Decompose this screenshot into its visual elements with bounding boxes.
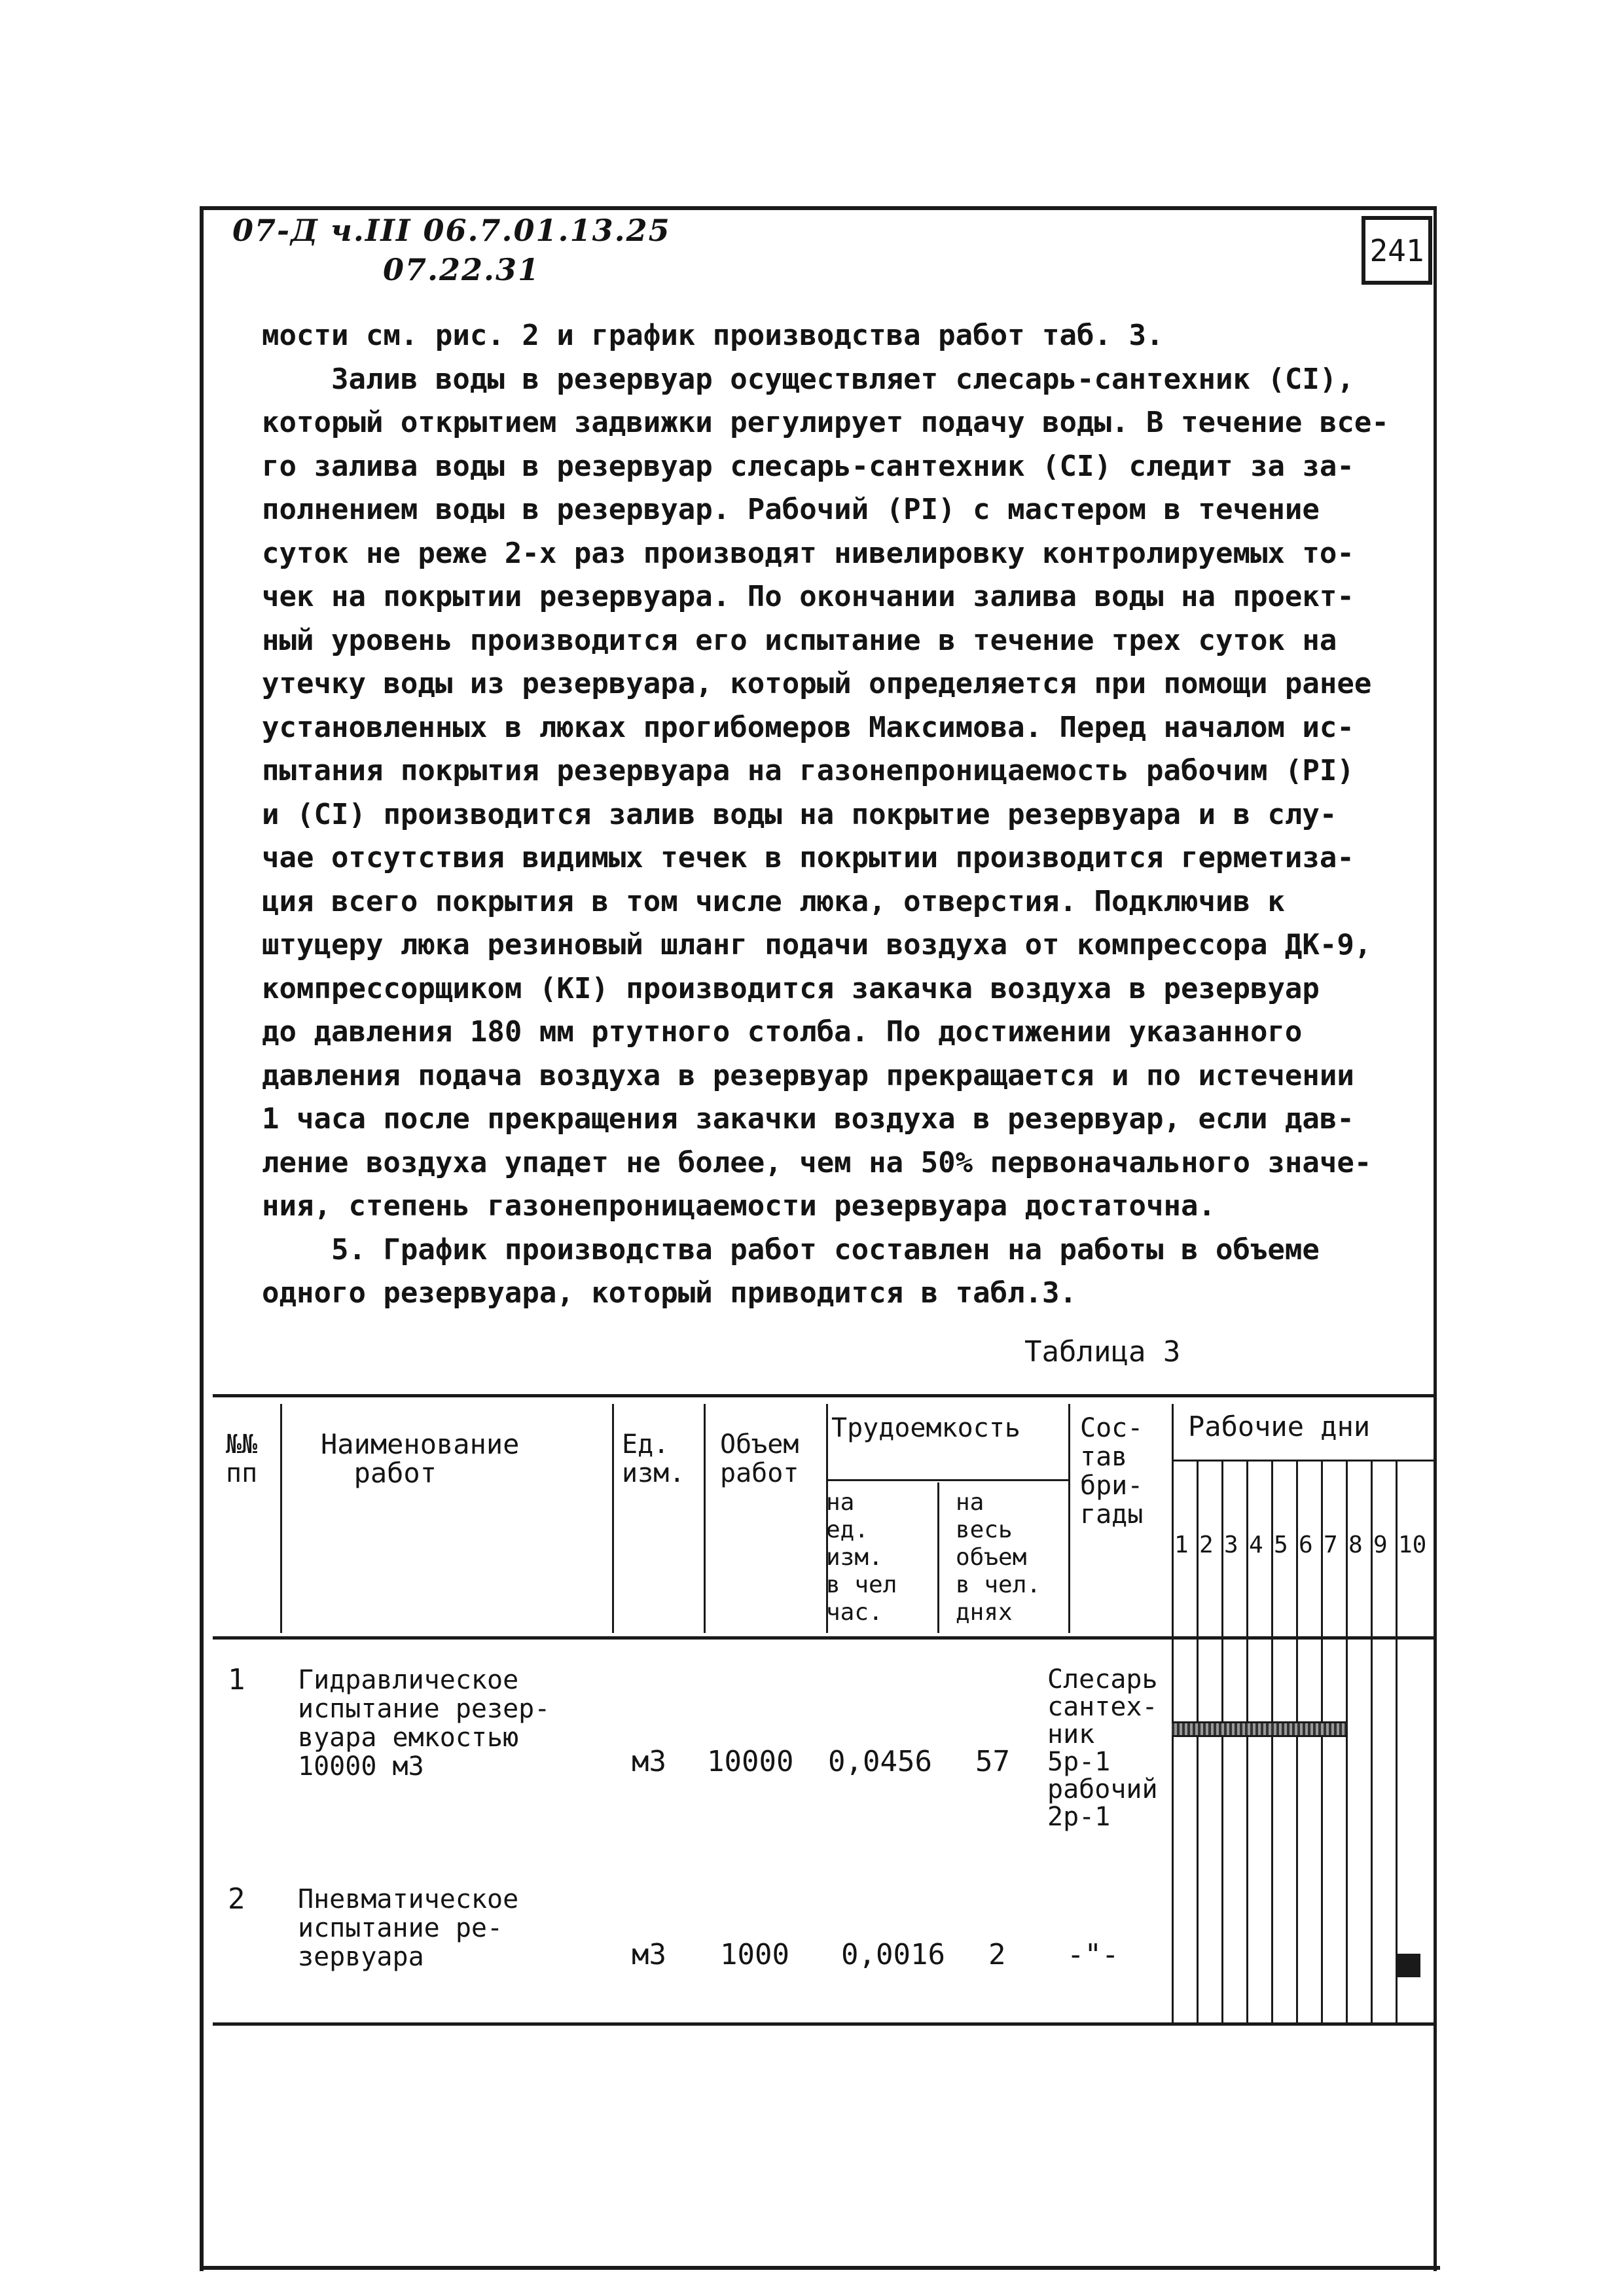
body-line: мости см. рис. 2 и график производства работ таб. 3.	[262, 319, 1164, 352]
day-number: 6	[1299, 1532, 1313, 1558]
table-caption: Таблица 3	[1024, 1335, 1181, 1369]
row1-volume: 10000	[707, 1745, 794, 1778]
body-line: давления подача воздуха в резервуар прекращается и по истечении	[262, 1058, 1354, 1092]
col-divider	[937, 1482, 939, 1633]
body-line: го залива воды в резервуар слесарь-сантехник (СI) следит за за-	[262, 449, 1354, 483]
header-name: Наименование работ	[321, 1428, 520, 1489]
day-number: 2	[1199, 1532, 1214, 1558]
page-number: 241	[1362, 216, 1432, 285]
schedule-bar	[1396, 1954, 1420, 1977]
header-labor-unit: на ед. изм. в чел час.	[826, 1489, 897, 1626]
row2-unit: м3	[632, 1938, 666, 1971]
body-line: штуцеру люка резиновый шланг подачи воздуха от компрессора ДК-9,	[262, 928, 1372, 961]
col-divider	[612, 1404, 614, 1633]
body-line: до давления 180 мм ртутного столба. По достижении указанного	[262, 1015, 1303, 1049]
body-line: пытания покрытия резервуара на газонепроницаемость рабочим (РI)	[262, 754, 1354, 787]
labor-subheader-rule	[826, 1479, 1068, 1481]
day-column-divider	[1346, 1461, 1348, 2022]
row1-num: 1	[228, 1663, 245, 1696]
header-volume: Объем работ	[720, 1429, 799, 1488]
row1-labor-unit: 0,0456	[828, 1745, 932, 1778]
body-line: и (СI) производится залив воды на покрытие резервуара и в слу-	[262, 797, 1337, 831]
body-line: 1 часа после прекращения закачки воздуха в резервуар, если дав-	[262, 1102, 1354, 1136]
row2-volume: 1000	[720, 1938, 789, 1971]
row1-unit: м3	[632, 1745, 666, 1778]
col-divider	[1172, 1404, 1174, 2022]
day-number: 7	[1324, 1532, 1338, 1558]
row2-crew: -"-	[1067, 1938, 1119, 1971]
body-line: чае отсутствия видимых течек в покрытии производится герметиза-	[262, 841, 1354, 874]
body-line-tail: I) производится закачка воздуха в резервуар	[573, 971, 1320, 1005]
row1-labor-total: 57	[975, 1745, 1010, 1778]
day-column-divider	[1321, 1461, 1323, 2022]
body-line-tail: I) производится залив воды на покрытие резервуара и в слу-	[331, 797, 1337, 831]
col-divider	[280, 1404, 282, 1633]
schedule-bar	[1172, 1721, 1346, 1737]
table-top-rule	[213, 1394, 1434, 1397]
col-divider	[1068, 1404, 1070, 1633]
body-line: утечку воды из резервуара, который определяется при помощи ранее	[262, 667, 1372, 700]
body-text	[262, 314, 1414, 1316]
header-unit: Ед. изм.	[622, 1429, 685, 1488]
row1-crew: Слесарь сантех- ник 5р-1 рабочий 2р-1	[1047, 1664, 1158, 1832]
body-line-tail: I)	[1319, 754, 1354, 787]
day-column-divider	[1246, 1461, 1248, 2022]
frame-bottom-edge	[200, 2266, 1440, 2270]
day-column-divider	[1296, 1461, 1298, 2022]
header-num: №№ пп	[226, 1429, 258, 1488]
body-line: который открытием задвижки регулирует подачу воды. В течение все-	[262, 406, 1389, 439]
body-line: чек на покрытии резервуара. По окончании залива воды на проект-	[262, 580, 1354, 613]
col-divider	[704, 1404, 706, 1633]
body-line-tail: I) следит за за-	[1077, 449, 1354, 483]
row2-name: Пневматическое испытание ре- зервуара	[298, 1884, 519, 1972]
document-code-line1: 07-Д ч.III 06.7.01.13.25	[232, 213, 671, 248]
table-header-rule	[213, 1636, 1434, 1640]
day-number: 5	[1274, 1532, 1288, 1558]
day-column-divider	[1197, 1461, 1199, 2022]
day-column-divider	[1371, 1461, 1373, 2022]
row2-labor-unit: 0,0016	[841, 1938, 945, 1971]
body-line: одного резервуара, который приводится в табл.3.	[262, 1276, 1077, 1310]
day-number: 9	[1373, 1532, 1388, 1558]
header-labor-total: на весь объем в чел. днях	[956, 1489, 1041, 1626]
day-number: 4	[1249, 1532, 1263, 1558]
body-line: Залив воды в резервуар осуществляет слесарь-сантехник (СI),	[262, 362, 1354, 396]
body-line: ция всего покрытия в том числе люка, отверстия. Подключив к	[262, 884, 1285, 918]
day-number: 10	[1398, 1532, 1427, 1558]
day-number: 8	[1348, 1532, 1363, 1558]
header-labor: Трудоемкость	[831, 1413, 1020, 1443]
row1-name: Гидравлическое испытание резер- вуара емкостью 10000 м3	[298, 1665, 550, 1782]
day-number: 1	[1174, 1532, 1189, 1558]
body-line: суток не реже 2-х раз производят нивелировку контролируемых то-	[262, 536, 1354, 570]
day-column-divider	[1221, 1461, 1223, 2022]
row2-labor-total: 2	[988, 1938, 1006, 1971]
header-crew: Сос- тав бри- гады	[1080, 1413, 1144, 1530]
document-code-line2: 07.22.31	[383, 252, 541, 287]
table-bottom-rule	[213, 2022, 1434, 2026]
body-line-tail: I),	[1302, 362, 1354, 396]
body-line: ление воздуха упадет не более, чем на 50% первоначального значе-	[262, 1145, 1372, 1179]
body-line: 5. График производства работ составлен на работы в объеме	[262, 1232, 1320, 1266]
day-column-divider	[1271, 1461, 1273, 2022]
body-line: ный уровень производится его испытание в течение трех суток на	[262, 623, 1337, 657]
day-number: 3	[1224, 1532, 1238, 1558]
body-line: компрессорщиком (КI) производится закачка воздуха в резервуар	[262, 971, 1320, 1005]
body-line: ния, степень газонепроницаемости резервуара достаточна.	[262, 1189, 1216, 1223]
body-line: установленных в люках прогибомеров Максимова. Перед началом ис-	[262, 710, 1354, 744]
body-line-tail: I) с мастером в течение	[920, 493, 1320, 526]
days-subheader-rule	[1172, 1460, 1434, 1462]
row2-num: 2	[228, 1882, 245, 1916]
body-line: полнением воды в резервуар. Рабочий (РI) с мастером в течение	[262, 493, 1320, 526]
header-workdays: Рабочие дни	[1188, 1410, 1371, 1443]
day-column-divider	[1396, 1461, 1398, 2022]
